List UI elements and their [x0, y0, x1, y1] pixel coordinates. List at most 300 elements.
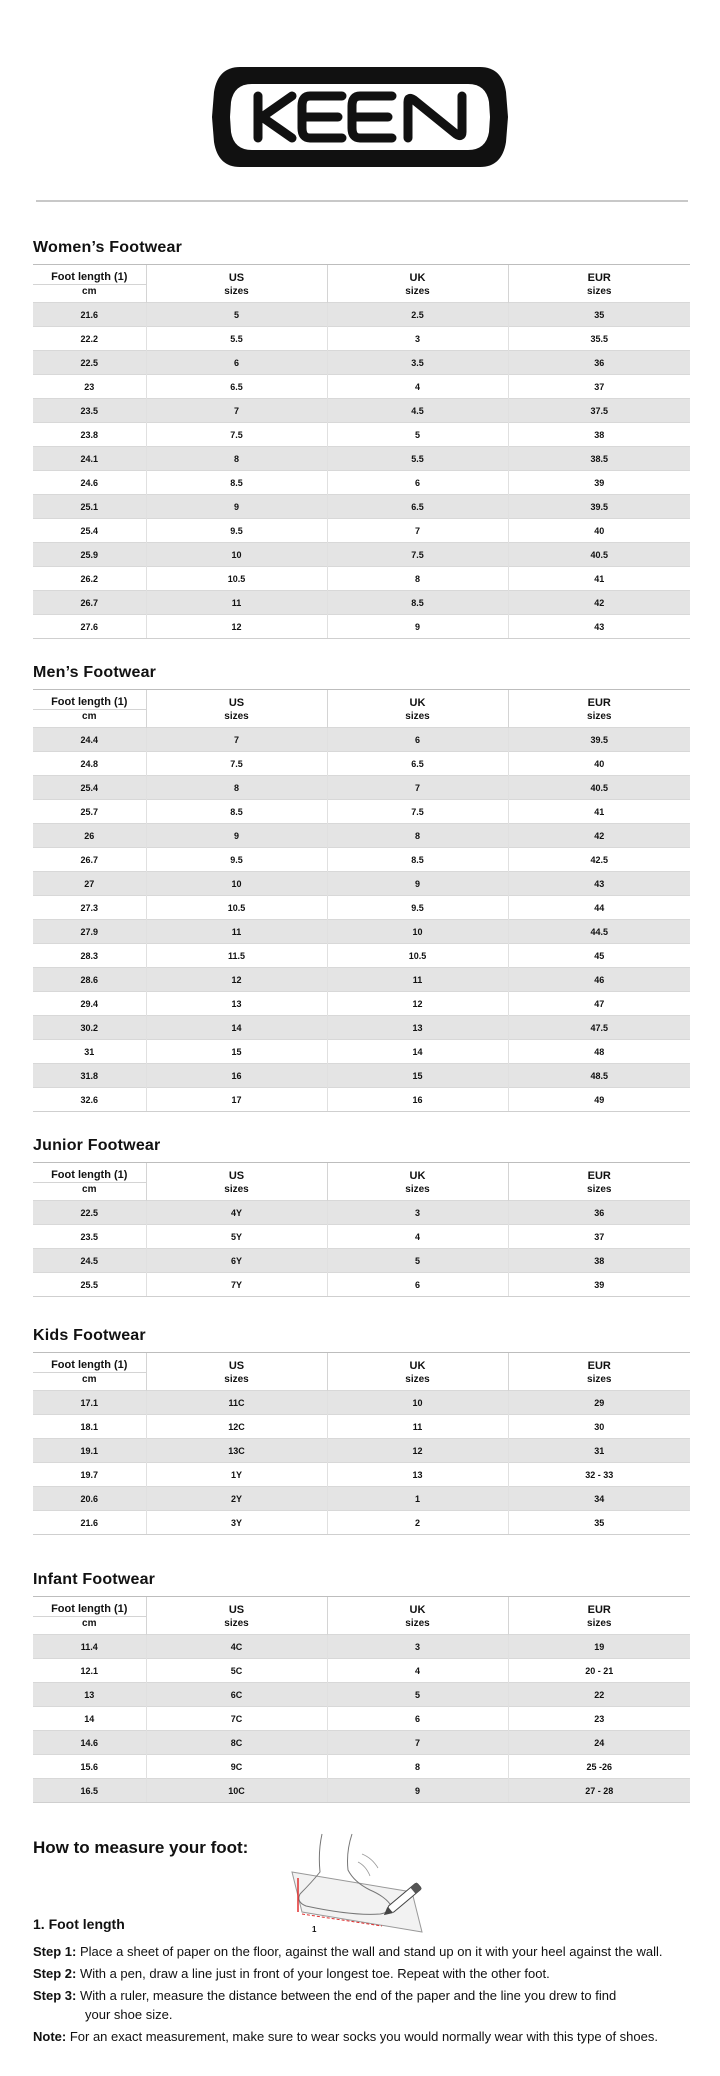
cell-us: 13C [146, 1439, 327, 1463]
cell-eur: 48 [508, 1040, 690, 1064]
col-eur: EUR [508, 1597, 690, 1617]
table-row [33, 447, 690, 471]
cell-eur: 29 [508, 1391, 690, 1415]
cell-uk: 7.5 [327, 800, 508, 824]
table-row [33, 872, 690, 896]
table-row [33, 920, 690, 944]
table-row [33, 495, 690, 519]
men-section [33, 663, 690, 1112]
col-uk-sizes: sizes [327, 1183, 508, 1201]
col-uk: UK [327, 690, 508, 710]
cell-cm: 22.2 [33, 327, 146, 351]
col-uk-sizes: sizes [327, 1373, 508, 1391]
cell-uk: 7 [327, 776, 508, 800]
foot-length-title: 1. Foot length [33, 1916, 125, 1932]
cell-eur: 34 [508, 1487, 690, 1511]
cell-cm: 25.1 [33, 495, 146, 519]
cell-us: 1Y [146, 1463, 327, 1487]
cell-cm: 20.6 [33, 1487, 146, 1511]
cell-cm: 24.4 [33, 728, 146, 752]
cell-eur: 36 [508, 1201, 690, 1225]
cell-uk: 5 [327, 1249, 508, 1273]
cell-us: 14 [146, 1016, 327, 1040]
cell-cm: 31 [33, 1040, 146, 1064]
cell-cm: 29.4 [33, 992, 146, 1016]
cell-uk: 3 [327, 1201, 508, 1225]
col-eur: EUR [508, 265, 690, 285]
howto-title: How to measure your foot: [33, 1838, 249, 1857]
cell-cm: 27.6 [33, 615, 146, 639]
step-3 [33, 1986, 703, 2005]
table-row [33, 1707, 690, 1731]
cell-eur: 25 -26 [508, 1755, 690, 1779]
cell-us: 5.5 [146, 327, 327, 351]
cell-eur: 40.5 [508, 776, 690, 800]
cell-eur: 49 [508, 1088, 690, 1112]
step-2-text: With a pen, draw a line just in front of your longest toe. Repeat with the other foot. [79, 1966, 550, 1981]
table-row [33, 896, 690, 920]
cell-eur: 42.5 [508, 848, 690, 872]
women-size-table [33, 264, 690, 639]
step-3-text: With a ruler, measure the distance between the end of the paper and the line you drew to find [79, 1988, 617, 2003]
cell-eur: 47.5 [508, 1016, 690, 1040]
table-row [33, 944, 690, 968]
cell-eur: 47 [508, 992, 690, 1016]
cell-eur: 39.5 [508, 728, 690, 752]
cell-us: 7Y [146, 1273, 327, 1297]
cell-us: 8 [146, 447, 327, 471]
col-us-sizes: sizes [146, 1183, 327, 1201]
cell-eur: 45 [508, 944, 690, 968]
col-eur-sizes: sizes [508, 1183, 690, 1201]
col-cm: cm [33, 710, 146, 728]
cell-us: 2Y [146, 1487, 327, 1511]
cell-us: 3Y [146, 1511, 327, 1535]
table-row [33, 1273, 690, 1297]
cell-eur: 19 [508, 1635, 690, 1659]
cell-us: 11.5 [146, 944, 327, 968]
cell-eur: 31 [508, 1439, 690, 1463]
cell-uk: 4 [327, 375, 508, 399]
col-foot-length: Foot length (1) [33, 1353, 146, 1373]
step-3-continued: your shoe size. [85, 2007, 173, 2022]
cell-uk: 4 [327, 1659, 508, 1683]
cell-uk: 7.5 [327, 543, 508, 567]
cell-us: 9.5 [146, 848, 327, 872]
cell-eur: 20 - 21 [508, 1659, 690, 1683]
table-row [33, 1659, 690, 1683]
table-row [33, 615, 690, 639]
cell-eur: 38.5 [508, 447, 690, 471]
cell-eur: 38 [508, 1249, 690, 1273]
step-3-label: Step 3: [33, 1988, 77, 2003]
infant-section [33, 1570, 690, 1803]
cell-eur: 35.5 [508, 327, 690, 351]
col-eur-sizes: sizes [508, 1373, 690, 1391]
cell-eur: 43 [508, 872, 690, 896]
cell-us: 6 [146, 351, 327, 375]
cell-cm: 21.6 [33, 1511, 146, 1535]
cell-us: 11C [146, 1391, 327, 1415]
cell-eur: 22 [508, 1683, 690, 1707]
cell-uk: 16 [327, 1088, 508, 1112]
col-cm: cm [33, 1617, 146, 1635]
cell-cm: 15.6 [33, 1755, 146, 1779]
brand-logo [0, 62, 720, 172]
cell-uk: 15 [327, 1064, 508, 1088]
cell-uk: 5 [327, 1683, 508, 1707]
cell-uk: 5.5 [327, 447, 508, 471]
table-row [33, 1755, 690, 1779]
col-us-sizes: sizes [146, 710, 327, 728]
cell-us: 5 [146, 303, 327, 327]
cell-cm: 28.6 [33, 968, 146, 992]
cell-us: 7C [146, 1707, 327, 1731]
col-uk: UK [327, 1597, 508, 1617]
cell-uk: 8 [327, 1755, 508, 1779]
cell-eur: 23 [508, 1707, 690, 1731]
cell-cm: 22.5 [33, 1201, 146, 1225]
top-divider [36, 200, 688, 202]
cell-us: 16 [146, 1064, 327, 1088]
cell-us: 10 [146, 872, 327, 896]
cell-uk: 13 [327, 1016, 508, 1040]
cell-cm: 25.4 [33, 519, 146, 543]
cell-eur: 48.5 [508, 1064, 690, 1088]
cell-cm: 13 [33, 1683, 146, 1707]
table-row [33, 848, 690, 872]
cell-eur: 37.5 [508, 399, 690, 423]
women-title: Women’s Footwear [33, 239, 182, 256]
kids-size-table [33, 1352, 690, 1535]
cell-cm: 16.5 [33, 1779, 146, 1803]
col-foot-length: Foot length (1) [33, 1597, 146, 1617]
table-row [33, 375, 690, 399]
cell-cm: 23 [33, 375, 146, 399]
cell-eur: 42 [508, 824, 690, 848]
svg-text:KEEN: KEEN [360, 122, 363, 123]
cell-cm: 31.8 [33, 1064, 146, 1088]
cell-uk: 5 [327, 423, 508, 447]
cell-cm: 25.9 [33, 543, 146, 567]
cell-uk: 9.5 [327, 896, 508, 920]
junior-section [33, 1136, 690, 1297]
cell-us: 7 [146, 399, 327, 423]
col-foot-length: Foot length (1) [33, 265, 146, 285]
cell-us: 7.5 [146, 752, 327, 776]
col-uk-sizes: sizes [327, 285, 508, 303]
cell-uk: 14 [327, 1040, 508, 1064]
men-title: Men’s Footwear [33, 664, 157, 681]
cell-uk: 6 [327, 1273, 508, 1297]
cell-us: 7 [146, 728, 327, 752]
col-cm: cm [33, 1373, 146, 1391]
col-uk: UK [327, 1353, 508, 1373]
cell-cm: 28.3 [33, 944, 146, 968]
cell-uk: 4 [327, 1225, 508, 1249]
col-us: US [146, 1353, 327, 1373]
cell-cm: 26.2 [33, 567, 146, 591]
table-row [33, 968, 690, 992]
col-uk: UK [327, 1163, 508, 1183]
cell-us: 4Y [146, 1201, 327, 1225]
cell-uk: 8 [327, 824, 508, 848]
kids-title: Kids Footwear [33, 1327, 146, 1344]
cell-uk: 9 [327, 872, 508, 896]
cell-cm: 24.8 [33, 752, 146, 776]
table-row [33, 1683, 690, 1707]
cell-cm: 14 [33, 1707, 146, 1731]
infant-title: Infant Footwear [33, 1571, 156, 1588]
men-size-table [33, 689, 690, 1112]
table-row [33, 1040, 690, 1064]
table-row [33, 591, 690, 615]
cell-us: 9.5 [146, 519, 327, 543]
cell-uk: 9 [327, 615, 508, 639]
cell-uk: 8 [327, 567, 508, 591]
table-row [33, 351, 690, 375]
cell-uk: 12 [327, 1439, 508, 1463]
col-eur-sizes: sizes [508, 710, 690, 728]
cell-cm: 11.4 [33, 1635, 146, 1659]
table-row [33, 1249, 690, 1273]
cell-eur: 39.5 [508, 495, 690, 519]
table-row [33, 567, 690, 591]
cell-cm: 26.7 [33, 591, 146, 615]
table-row [33, 1511, 690, 1535]
cell-us: 10.5 [146, 567, 327, 591]
table-row [33, 752, 690, 776]
table-row [33, 1088, 690, 1112]
women-section [33, 238, 690, 639]
cell-uk: 10 [327, 920, 508, 944]
cell-eur: 46 [508, 968, 690, 992]
cell-us: 7.5 [146, 423, 327, 447]
keen-logo [210, 62, 510, 172]
cell-cm: 23.8 [33, 423, 146, 447]
cell-uk: 6 [327, 1707, 508, 1731]
table-row [33, 1779, 690, 1803]
cell-cm: 24.5 [33, 1249, 146, 1273]
cell-us: 15 [146, 1040, 327, 1064]
junior-size-table [33, 1162, 690, 1297]
cell-us: 9 [146, 824, 327, 848]
cell-uk: 6.5 [327, 495, 508, 519]
col-uk-sizes: sizes [327, 1617, 508, 1635]
table-row [33, 1016, 690, 1040]
col-us-sizes: sizes [146, 1617, 327, 1635]
cell-cm: 12.1 [33, 1659, 146, 1683]
col-us-sizes: sizes [146, 285, 327, 303]
table-row [33, 992, 690, 1016]
cell-uk: 7 [327, 1731, 508, 1755]
cell-eur: 39 [508, 1273, 690, 1297]
table-row [33, 728, 690, 752]
cell-us: 9 [146, 495, 327, 519]
col-foot-length: Foot length (1) [33, 690, 146, 710]
table-row [33, 1731, 690, 1755]
cell-cm: 17.1 [33, 1391, 146, 1415]
cell-uk: 8.5 [327, 591, 508, 615]
cell-cm: 24.1 [33, 447, 146, 471]
col-uk: UK [327, 265, 508, 285]
cell-cm: 25.5 [33, 1273, 146, 1297]
col-cm: cm [33, 285, 146, 303]
cell-uk: 9 [327, 1779, 508, 1803]
cell-cm: 23.5 [33, 399, 146, 423]
step-2-label: Step 2: [33, 1966, 77, 1981]
infant-size-table [33, 1596, 690, 1803]
cell-uk: 8.5 [327, 848, 508, 872]
cell-us: 9C [146, 1755, 327, 1779]
table-row [33, 423, 690, 447]
cell-eur: 35 [508, 1511, 690, 1535]
step-1 [33, 1942, 703, 1961]
cell-eur: 37 [508, 1225, 690, 1249]
table-row [33, 1635, 690, 1659]
cell-us: 6.5 [146, 375, 327, 399]
cell-uk: 7 [327, 519, 508, 543]
cell-eur: 24 [508, 1731, 690, 1755]
foot-measure-illustration [262, 1832, 462, 1940]
col-us: US [146, 1597, 327, 1617]
cell-eur: 37 [508, 375, 690, 399]
cell-us: 10 [146, 543, 327, 567]
cell-uk: 11 [327, 1415, 508, 1439]
cell-us: 12 [146, 968, 327, 992]
cell-us: 12C [146, 1415, 327, 1439]
cell-eur: 30 [508, 1415, 690, 1439]
cell-uk: 10 [327, 1391, 508, 1415]
cell-cm: 27 [33, 872, 146, 896]
cell-us: 8.5 [146, 800, 327, 824]
note-label: Note: [33, 2029, 67, 2044]
col-foot-length: Foot length (1) [33, 1163, 146, 1183]
table-row [33, 1064, 690, 1088]
col-us: US [146, 265, 327, 285]
cell-eur: 32 - 33 [508, 1463, 690, 1487]
col-us: US [146, 1163, 327, 1183]
table-row [33, 1201, 690, 1225]
col-eur: EUR [508, 690, 690, 710]
cell-uk: 6.5 [327, 752, 508, 776]
cell-eur: 40 [508, 519, 690, 543]
note [33, 2027, 703, 2046]
col-us: US [146, 690, 327, 710]
cell-uk: 11 [327, 968, 508, 992]
cell-uk: 2.5 [327, 303, 508, 327]
cell-cm: 24.6 [33, 471, 146, 495]
cell-cm: 25.4 [33, 776, 146, 800]
illustration-label: 1 [312, 1925, 317, 1934]
cell-us: 13 [146, 992, 327, 1016]
col-eur: EUR [508, 1163, 690, 1183]
step-1-label: Step 1: [33, 1944, 77, 1959]
cell-uk: 3 [327, 327, 508, 351]
cell-uk: 6 [327, 728, 508, 752]
measure-steps [33, 1942, 703, 2049]
table-row [33, 1487, 690, 1511]
cell-us: 6Y [146, 1249, 327, 1273]
kids-section [33, 1326, 690, 1535]
cell-eur: 40 [508, 752, 690, 776]
cell-cm: 14.6 [33, 1731, 146, 1755]
table-row [33, 1439, 690, 1463]
cell-us: 8.5 [146, 471, 327, 495]
table-row [33, 824, 690, 848]
cell-uk: 4.5 [327, 399, 508, 423]
table-row [33, 800, 690, 824]
cell-eur: 39 [508, 471, 690, 495]
table-row [33, 471, 690, 495]
cell-cm: 26 [33, 824, 146, 848]
cell-eur: 27 - 28 [508, 1779, 690, 1803]
junior-title: Junior Footwear [33, 1137, 161, 1154]
cell-eur: 43 [508, 615, 690, 639]
cell-cm: 26.7 [33, 848, 146, 872]
cell-eur: 35 [508, 303, 690, 327]
cell-uk: 2 [327, 1511, 508, 1535]
table-row [33, 519, 690, 543]
table-row [33, 1415, 690, 1439]
col-eur-sizes: sizes [508, 1617, 690, 1635]
cell-us: 10C [146, 1779, 327, 1803]
cell-uk: 3.5 [327, 351, 508, 375]
table-row [33, 303, 690, 327]
cell-cm: 23.5 [33, 1225, 146, 1249]
col-uk-sizes: sizes [327, 710, 508, 728]
table-row [33, 1225, 690, 1249]
cell-us: 8 [146, 776, 327, 800]
cell-eur: 36 [508, 351, 690, 375]
step-1-text: Place a sheet of paper on the floor, against the wall and stand up on it with your heel against the wall. [79, 1944, 663, 1959]
table-row [33, 1391, 690, 1415]
cell-us: 17 [146, 1088, 327, 1112]
cell-uk: 13 [327, 1463, 508, 1487]
table-row [33, 543, 690, 567]
cell-eur: 41 [508, 800, 690, 824]
cell-cm: 22.5 [33, 351, 146, 375]
cell-eur: 44.5 [508, 920, 690, 944]
cell-eur: 42 [508, 591, 690, 615]
cell-us: 10.5 [146, 896, 327, 920]
cell-uk: 3 [327, 1635, 508, 1659]
cell-cm: 19.7 [33, 1463, 146, 1487]
col-us-sizes: sizes [146, 1373, 327, 1391]
cell-cm: 27.9 [33, 920, 146, 944]
note-text: For an exact measurement, make sure to wear socks you would normally wear with this type of shoes. [69, 2029, 658, 2044]
cell-cm: 25.7 [33, 800, 146, 824]
col-eur: EUR [508, 1353, 690, 1373]
cell-us: 11 [146, 920, 327, 944]
cell-cm: 19.1 [33, 1439, 146, 1463]
cell-us: 6C [146, 1683, 327, 1707]
cell-cm: 32.6 [33, 1088, 146, 1112]
cell-cm: 30.2 [33, 1016, 146, 1040]
cell-eur: 38 [508, 423, 690, 447]
col-eur-sizes: sizes [508, 285, 690, 303]
cell-uk: 12 [327, 992, 508, 1016]
table-row [33, 1463, 690, 1487]
cell-uk: 10.5 [327, 944, 508, 968]
cell-us: 8C [146, 1731, 327, 1755]
cell-us: 4C [146, 1635, 327, 1659]
cell-eur: 40.5 [508, 543, 690, 567]
cell-cm: 27.3 [33, 896, 146, 920]
cell-us: 5C [146, 1659, 327, 1683]
cell-cm: 21.6 [33, 303, 146, 327]
col-cm: cm [33, 1183, 146, 1201]
